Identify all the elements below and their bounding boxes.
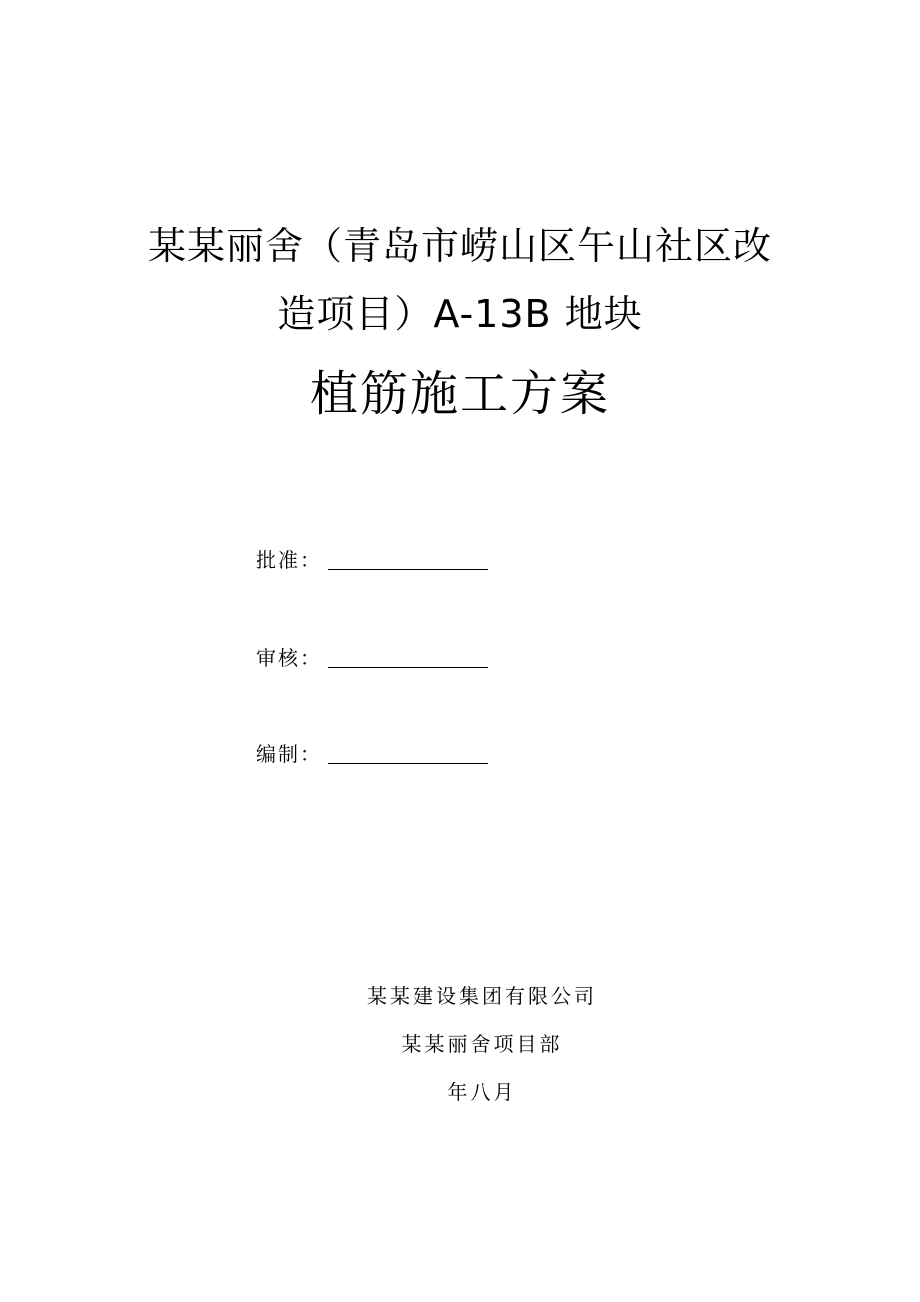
document-heading: 植筋施工方案 [309,366,610,422]
review-label: 审核： [256,646,322,670]
project-title-line-2: 造项目）A-13B 地块 [277,292,643,336]
document-date: 年八月 [447,1080,517,1104]
project-title [0,212,920,348]
prepare-label: 编制： [256,742,322,766]
prepare-signature-line [328,761,488,764]
review-row [256,640,488,670]
approve-signature-line [328,567,488,570]
project-title-line-1: 某某丽舍（青岛市崂山区午山社区改 [147,224,772,268]
approve-label: 批准： [256,548,322,572]
approve-row [256,542,488,572]
document-footer [0,972,920,1116]
project-department: 某某丽舍项目部 [401,1032,563,1056]
review-signature-line [328,665,488,668]
prepare-row [256,736,488,766]
company-name: 某某建设集团有限公司 [367,984,597,1008]
